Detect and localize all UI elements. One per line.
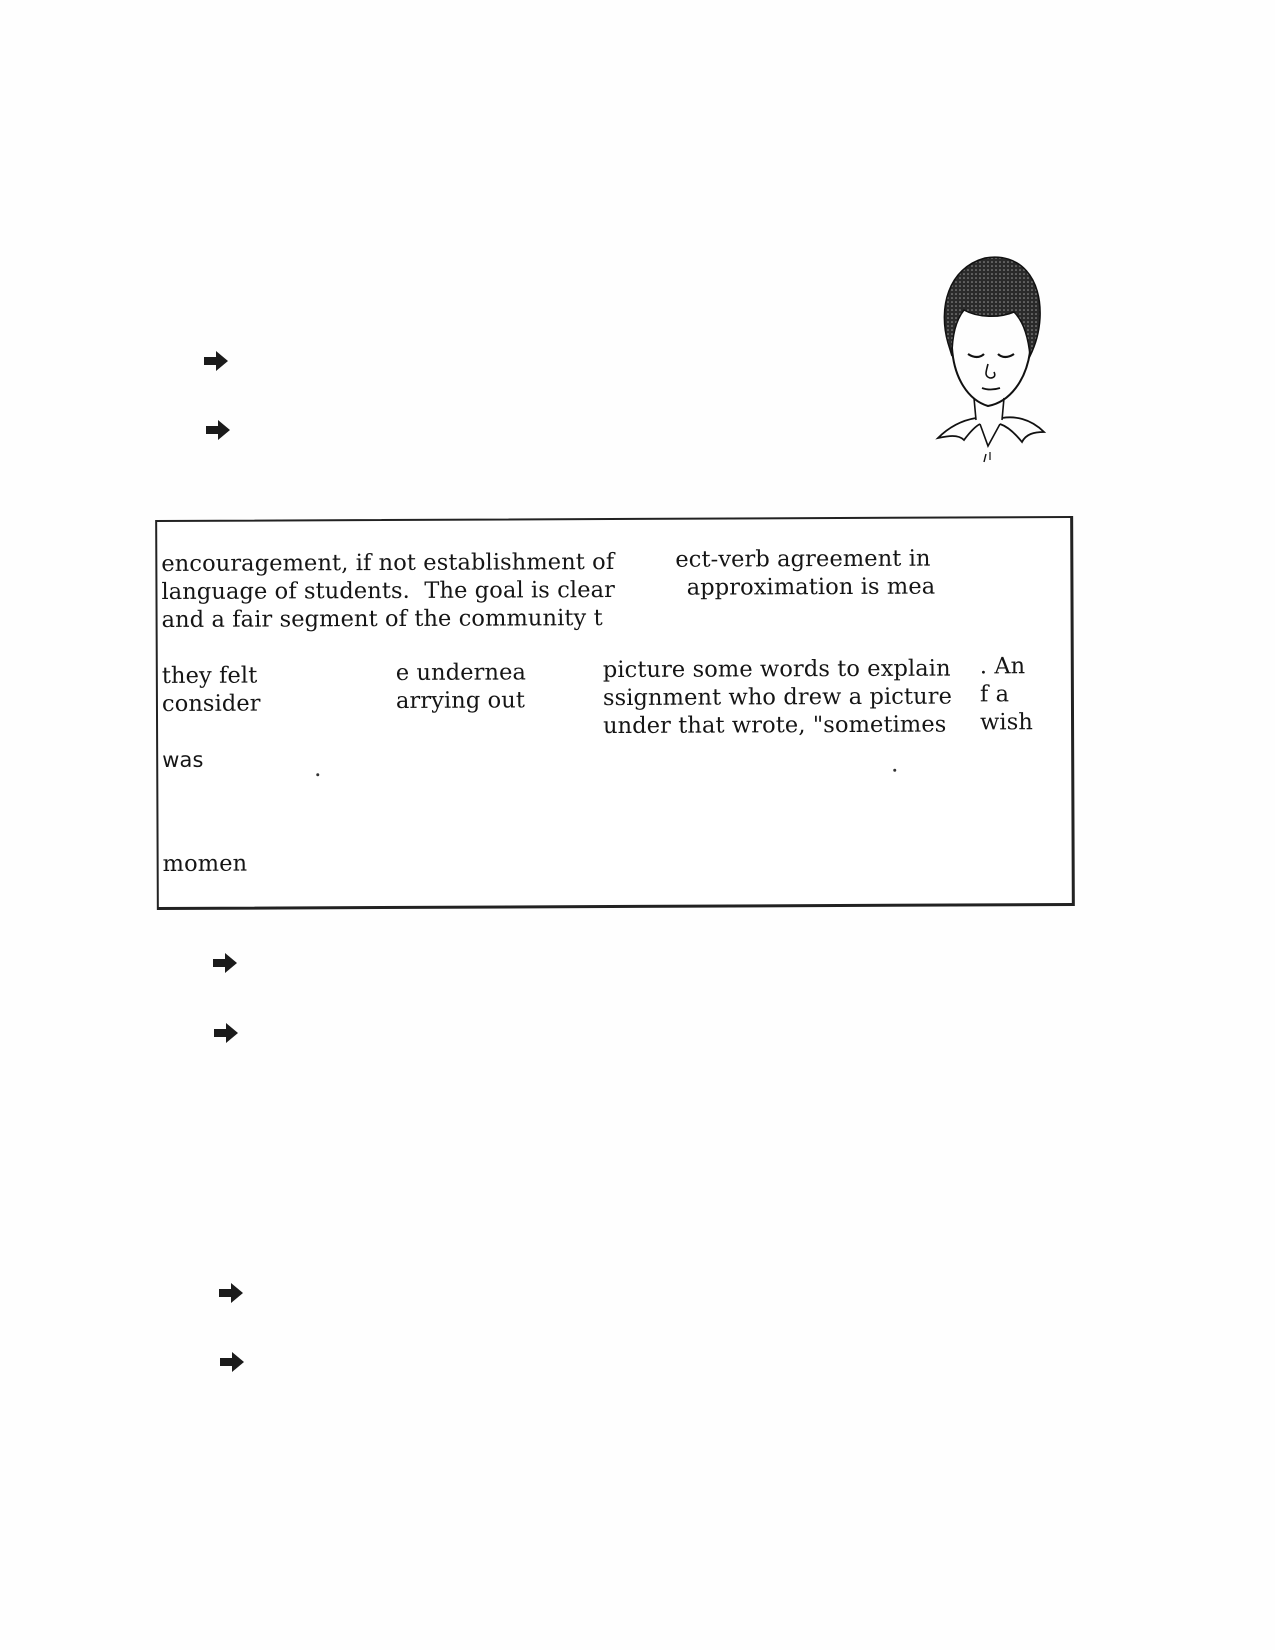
excerpt-box bbox=[155, 516, 1075, 910]
para2-col4-line-1: . An bbox=[979, 653, 1026, 680]
right-arrow-icon bbox=[218, 1282, 244, 1304]
para1-right-line-2: approximation is mea bbox=[679, 573, 936, 601]
right-arrow-icon bbox=[203, 350, 229, 372]
para2-col1-line-2: consider bbox=[161, 690, 261, 717]
para2-col3-line-3: under that wrote, "sometimes bbox=[603, 711, 947, 740]
right-arrow-icon bbox=[213, 1022, 239, 1044]
para2-col4-line-2: f a bbox=[979, 681, 1010, 708]
para1-left-line-1: encouragement, if not establishment of bbox=[161, 549, 615, 577]
right-arrow-icon bbox=[219, 1351, 245, 1373]
ink-speck bbox=[316, 773, 319, 776]
para2-col2-line-1: e undernea bbox=[395, 659, 527, 686]
para2-col4-line-3: wish bbox=[979, 709, 1034, 736]
excerpt-word-was: was bbox=[162, 747, 204, 772]
para2-col1-line-1: they felt bbox=[161, 662, 258, 689]
para1-right-line-1: ect-verb agreement in bbox=[675, 545, 931, 573]
para1-left-line-2: language of students. The goal is clear bbox=[161, 576, 616, 605]
student-portrait-drawing bbox=[930, 248, 1050, 466]
excerpt-word-momen: momen bbox=[162, 850, 248, 877]
para2-col2-line-2: arrying out bbox=[395, 687, 526, 714]
para2-col3-line-1: picture some words to explain bbox=[602, 655, 951, 684]
para1-left-line-3: and a fair segment of the community t bbox=[161, 605, 603, 633]
para2-col3-line-2: ssignment who drew a picture bbox=[602, 683, 953, 712]
ink-speck bbox=[893, 769, 896, 772]
right-arrow-icon bbox=[212, 952, 238, 974]
right-arrow-icon bbox=[205, 419, 231, 441]
